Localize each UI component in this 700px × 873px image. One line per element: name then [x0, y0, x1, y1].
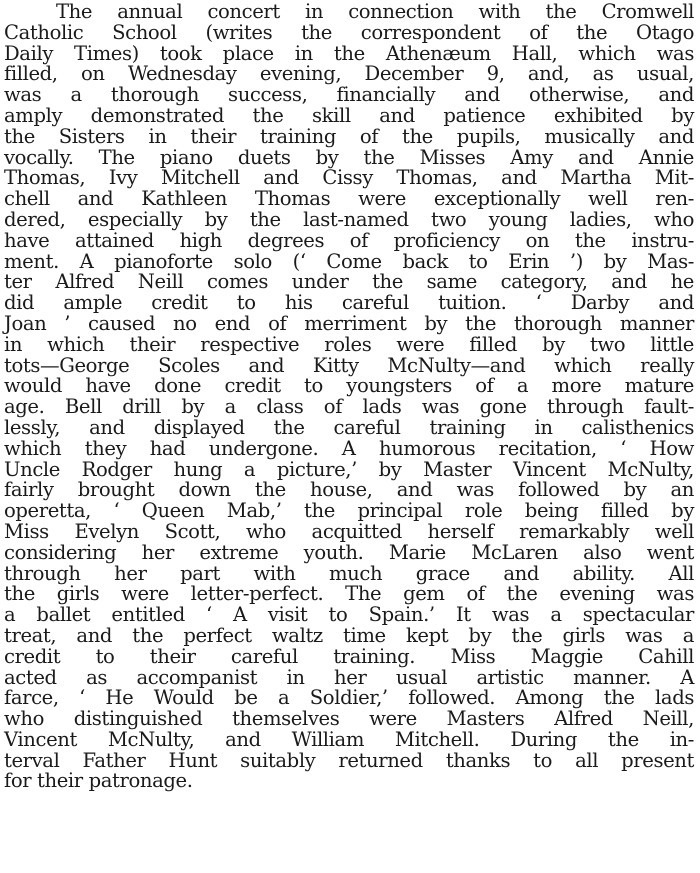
text-line: farce, ‘ He Would be a Soldier,’ followed. Among the lads — [4, 686, 694, 710]
text-line: terval Father Hunt suitably returned thanks to all present — [4, 748, 694, 772]
text-line: which they had undergone. A humorous recitation, ‘ How — [4, 436, 694, 460]
text-line: Daily Times) took place in the Athenæum Hall, which was — [4, 41, 694, 65]
text-line: considering her extreme youth. Marie McLaren also went — [4, 540, 694, 564]
text-line: the Sisters in their training of the pupils, musically and — [4, 124, 694, 148]
text-line: Miss Evelyn Scott, who acquitted herself remarkably well — [4, 519, 694, 543]
text-line: treat, and the perfect waltz time kept by the girls was a — [4, 623, 694, 647]
text-line: chell and Kathleen Thomas were exceptionally well ren- — [4, 187, 694, 211]
text-line: ment. A pianoforte solo (‘ Come back to Erin ’) by Mas- — [4, 249, 694, 273]
text-line: amply demonstrated the skill and patience exhibited by — [4, 103, 694, 127]
text-line: Thomas, Ivy Mitchell and Cissy Thomas, and Martha Mit- — [4, 166, 694, 190]
text-line: the girls were letter-perfect. The gem of the evening was — [4, 582, 694, 606]
text-line: credit to their careful training. Miss Maggie Cahill — [4, 644, 694, 668]
text-line: operetta, ‘ Queen Mab,’ the principal role being filled by — [4, 499, 694, 523]
text-line: a ballet entitled ‘ A visit to Spain.’ It was a spectacular — [4, 603, 694, 627]
text-line: was a thorough success, financially and otherwise, and — [4, 83, 694, 107]
text-line: fairly brought down the house, and was followed by an — [4, 478, 694, 502]
text-line: The annual concert in connection with the Cromwell — [56, 0, 694, 23]
text-line: filled, on Wednesday evening, December 9, and, as usual, — [4, 62, 694, 86]
text-line: dered, especially by the last-named two young ladies, who — [4, 207, 694, 231]
text-line: age. Bell drill by a class of lads was gone through fault- — [4, 395, 694, 419]
text-line: have attained high degrees of proficiency on the instru- — [4, 228, 694, 252]
text-line: tots—George Scoles and Kitty McNulty—and which really — [4, 353, 694, 377]
text-line: in which their respective roles were filled by two little — [4, 332, 694, 356]
text-line: Uncle Rodger hung a picture,’ by Master Vincent McNulty, — [4, 457, 694, 481]
text-line: for their patronage. — [4, 769, 193, 793]
text-line: Joan ’ caused no end of merriment by the thorough manner — [4, 311, 694, 335]
text-line: who distinguished themselves were Masters Alfred Neill, — [4, 707, 694, 731]
text-line: through her part with much grace and ability. All — [4, 561, 694, 585]
text-line: ter Alfred Neill comes under the same category, and he — [4, 270, 694, 294]
text-line: acted as accompanist in her usual artistic manner. A — [4, 665, 694, 689]
text-line: Catholic School (writes the correspondent of the Otago — [4, 20, 694, 44]
text-line: vocally. The piano duets by the Misses Amy and Annie — [4, 145, 694, 169]
text-line: would have done credit to youngsters of a more mature — [4, 374, 694, 398]
text-line: lessly, and displayed the careful training in calisthenics — [4, 415, 694, 439]
text-line: Vincent McNulty, and William Mitchell. During the in- — [4, 727, 694, 751]
text-line: did ample credit to his careful tuition. ‘ Darby and — [4, 291, 694, 315]
